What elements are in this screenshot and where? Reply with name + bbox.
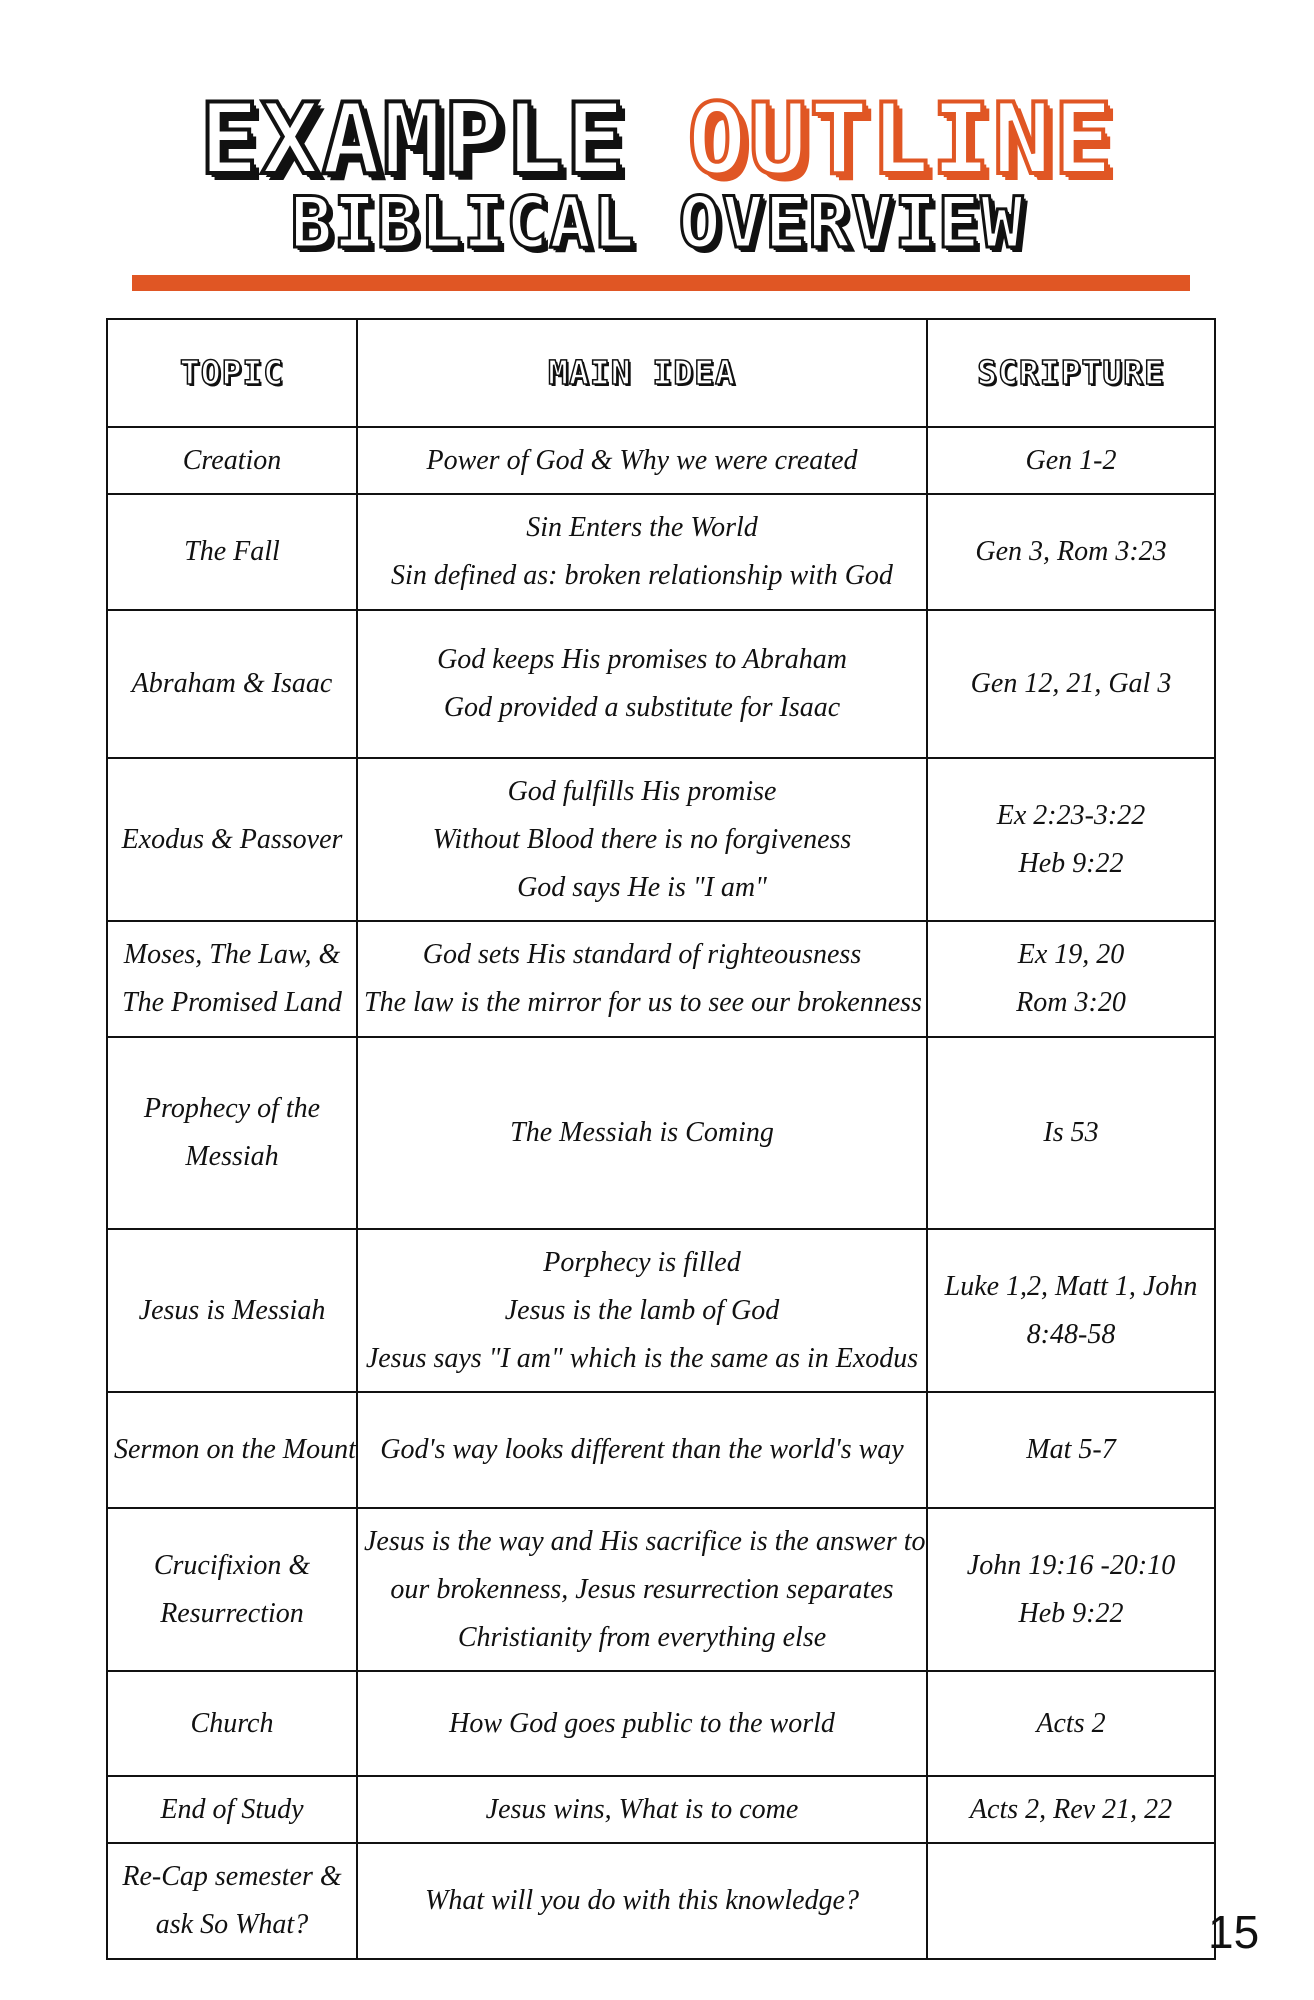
main-idea-cell xyxy=(357,494,927,610)
scripture-cell xyxy=(927,758,1215,921)
topic-line: Church xyxy=(190,1707,274,1739)
scripture-cell xyxy=(927,1229,1215,1392)
scripture-cell xyxy=(927,494,1215,610)
subtitle: BIBLICAL OVERVIEW xyxy=(290,182,1024,264)
scripture-line: Acts 2 xyxy=(1036,1707,1106,1739)
title-word-example: EXAMPLE xyxy=(199,83,627,197)
scripture-line: Gen 12, 21, Gal 3 xyxy=(970,668,1172,699)
main-idea-cell xyxy=(357,610,927,758)
scripture-cell xyxy=(927,1843,1215,1959)
table-row xyxy=(107,1392,1215,1508)
topic-cell xyxy=(107,1843,357,1959)
main-idea-cell xyxy=(357,1392,927,1508)
main-idea-line: What will you do with this knowledge? xyxy=(425,1885,859,1916)
table-row xyxy=(107,1776,1215,1843)
scripture-line: Luke 1,2, Matt 1, John xyxy=(944,1270,1198,1302)
table-row xyxy=(107,1037,1215,1229)
main-idea-line: Jesus is the lamb of God xyxy=(504,1294,780,1326)
main-idea-line: God sets His standard of righteousness xyxy=(422,939,862,970)
scripture-line: Gen 1-2 xyxy=(1025,444,1117,476)
header-topic: TOPIC xyxy=(107,319,357,427)
scripture-cell xyxy=(927,427,1215,494)
scripture-cell xyxy=(927,1392,1215,1508)
main-idea-cell xyxy=(357,1843,927,1959)
main-idea-line: God fulfills His promise xyxy=(507,775,777,807)
topic-line: End of Study xyxy=(160,1793,304,1825)
page-number: 15 xyxy=(1208,1906,1260,1958)
scripture-cell xyxy=(927,921,1215,1037)
topic-cell xyxy=(107,1037,357,1229)
scripture-cell xyxy=(927,610,1215,758)
main-idea-cell xyxy=(357,1037,927,1229)
scripture-line: Heb 9:22 xyxy=(1018,847,1124,879)
table-row xyxy=(107,1671,1215,1776)
main-idea-line: Jesus wins, What is to come xyxy=(485,1793,799,1825)
topic-cell xyxy=(107,758,357,921)
header-scripture: SCRIPTURE xyxy=(927,319,1215,427)
topic-line: Re-Cap semester & xyxy=(122,1861,342,1892)
main-idea-line: Porphecy is filled xyxy=(543,1246,741,1278)
topic-line: Messiah xyxy=(185,1141,279,1172)
page-title xyxy=(0,83,1314,264)
topic-cell xyxy=(107,427,357,494)
table-row xyxy=(107,1229,1215,1392)
main-idea-line: Power of God & Why we were created xyxy=(426,444,858,476)
topic-cell xyxy=(107,1229,357,1392)
topic-line: The Fall xyxy=(184,536,280,567)
main-idea-line: God provided a substitute for Isaac xyxy=(443,692,841,723)
table-row xyxy=(107,610,1215,758)
table-row xyxy=(107,1508,1215,1671)
scripture-cell xyxy=(927,1037,1215,1229)
topic-line: Resurrection xyxy=(160,1597,304,1629)
main-idea-cell xyxy=(357,1776,927,1843)
main-idea-line: Christianity from everything else xyxy=(457,1621,827,1653)
main-idea-cell xyxy=(357,427,927,494)
main-idea-line: How God goes public to the world xyxy=(449,1707,835,1739)
topic-cell xyxy=(107,921,357,1037)
scripture-line: Mat 5-7 xyxy=(1026,1434,1116,1465)
table-body xyxy=(107,427,1215,1959)
scripture-line: John 19:16 -20:10 xyxy=(966,1549,1176,1581)
topic-line: The Promised Land xyxy=(122,987,342,1018)
scripture-line: Rom 3:20 xyxy=(1016,987,1126,1018)
scripture-cell xyxy=(927,1508,1215,1671)
topic-cell xyxy=(107,1392,357,1508)
title-main xyxy=(0,83,1314,197)
topic-line: Abraham & Isaac xyxy=(131,668,333,699)
main-idea-line: Without Blood there is no forgiveness xyxy=(432,823,852,855)
main-idea-line: our brokenness, Jesus resurrection separates xyxy=(390,1573,894,1605)
main-idea-cell xyxy=(357,1229,927,1392)
main-idea-cell xyxy=(357,758,927,921)
main-idea-line: Jesus is the way and His sacrifice is the answer to xyxy=(364,1525,926,1557)
topic-line: Sermon on the Mount xyxy=(114,1434,356,1465)
scripture-line: Ex 2:23-3:22 xyxy=(996,799,1146,831)
topic-line: ask So What? xyxy=(155,1909,309,1940)
header-main-idea: MAIN IDEA xyxy=(357,319,927,427)
main-idea-cell xyxy=(357,921,927,1037)
title-divider xyxy=(132,275,1190,291)
table-row xyxy=(107,427,1215,494)
main-idea-line: Jesus says "I am" which is the same as in Exodus xyxy=(365,1342,919,1374)
topic-line: Exodus & Passover xyxy=(121,823,343,855)
main-idea-cell xyxy=(357,1508,927,1671)
table-row xyxy=(107,1843,1215,1959)
scripture-line: Is 53 xyxy=(1043,1117,1099,1148)
scripture-cell xyxy=(927,1671,1215,1776)
scripture-line: Heb 9:22 xyxy=(1018,1597,1124,1629)
main-idea-line: God says He is "I am" xyxy=(517,871,767,903)
scripture-line: Ex 19, 20 xyxy=(1017,939,1125,970)
main-idea-line: The Messiah is Coming xyxy=(510,1117,774,1148)
scripture-line: Acts 2, Rev 21, 22 xyxy=(969,1793,1173,1825)
main-idea-line: The law is the mirror for us to see our brokenness xyxy=(364,987,922,1018)
topic-cell xyxy=(107,1776,357,1843)
title-word-outline: OUTLINE xyxy=(687,83,1115,197)
main-idea-line: Sin defined as: broken relationship with God xyxy=(391,560,893,591)
topic-cell xyxy=(107,494,357,610)
outline-table xyxy=(106,318,1216,1960)
main-idea-cell xyxy=(357,1671,927,1776)
main-idea-line: God keeps His promises to Abraham xyxy=(437,644,847,675)
table-header-row xyxy=(107,319,1215,427)
topic-cell xyxy=(107,610,357,758)
scripture-line: 8:48-58 xyxy=(1026,1318,1116,1350)
topic-line: Crucifixion & xyxy=(153,1549,311,1581)
main-idea-line: God's way looks different than the world's way xyxy=(380,1434,904,1465)
scripture-line: Gen 3, Rom 3:23 xyxy=(975,536,1167,567)
topic-cell xyxy=(107,1671,357,1776)
scripture-cell xyxy=(927,1776,1215,1843)
topic-line: Moses, The Law, & xyxy=(123,939,341,970)
topic-line: Creation xyxy=(182,444,282,476)
main-idea-line: Sin Enters the World xyxy=(526,512,758,543)
table-row xyxy=(107,494,1215,610)
table-row xyxy=(107,921,1215,1037)
table-row xyxy=(107,758,1215,921)
topic-line: Prophecy of the xyxy=(143,1093,321,1124)
topic-cell xyxy=(107,1508,357,1671)
topic-line: Jesus is Messiah xyxy=(138,1294,326,1326)
